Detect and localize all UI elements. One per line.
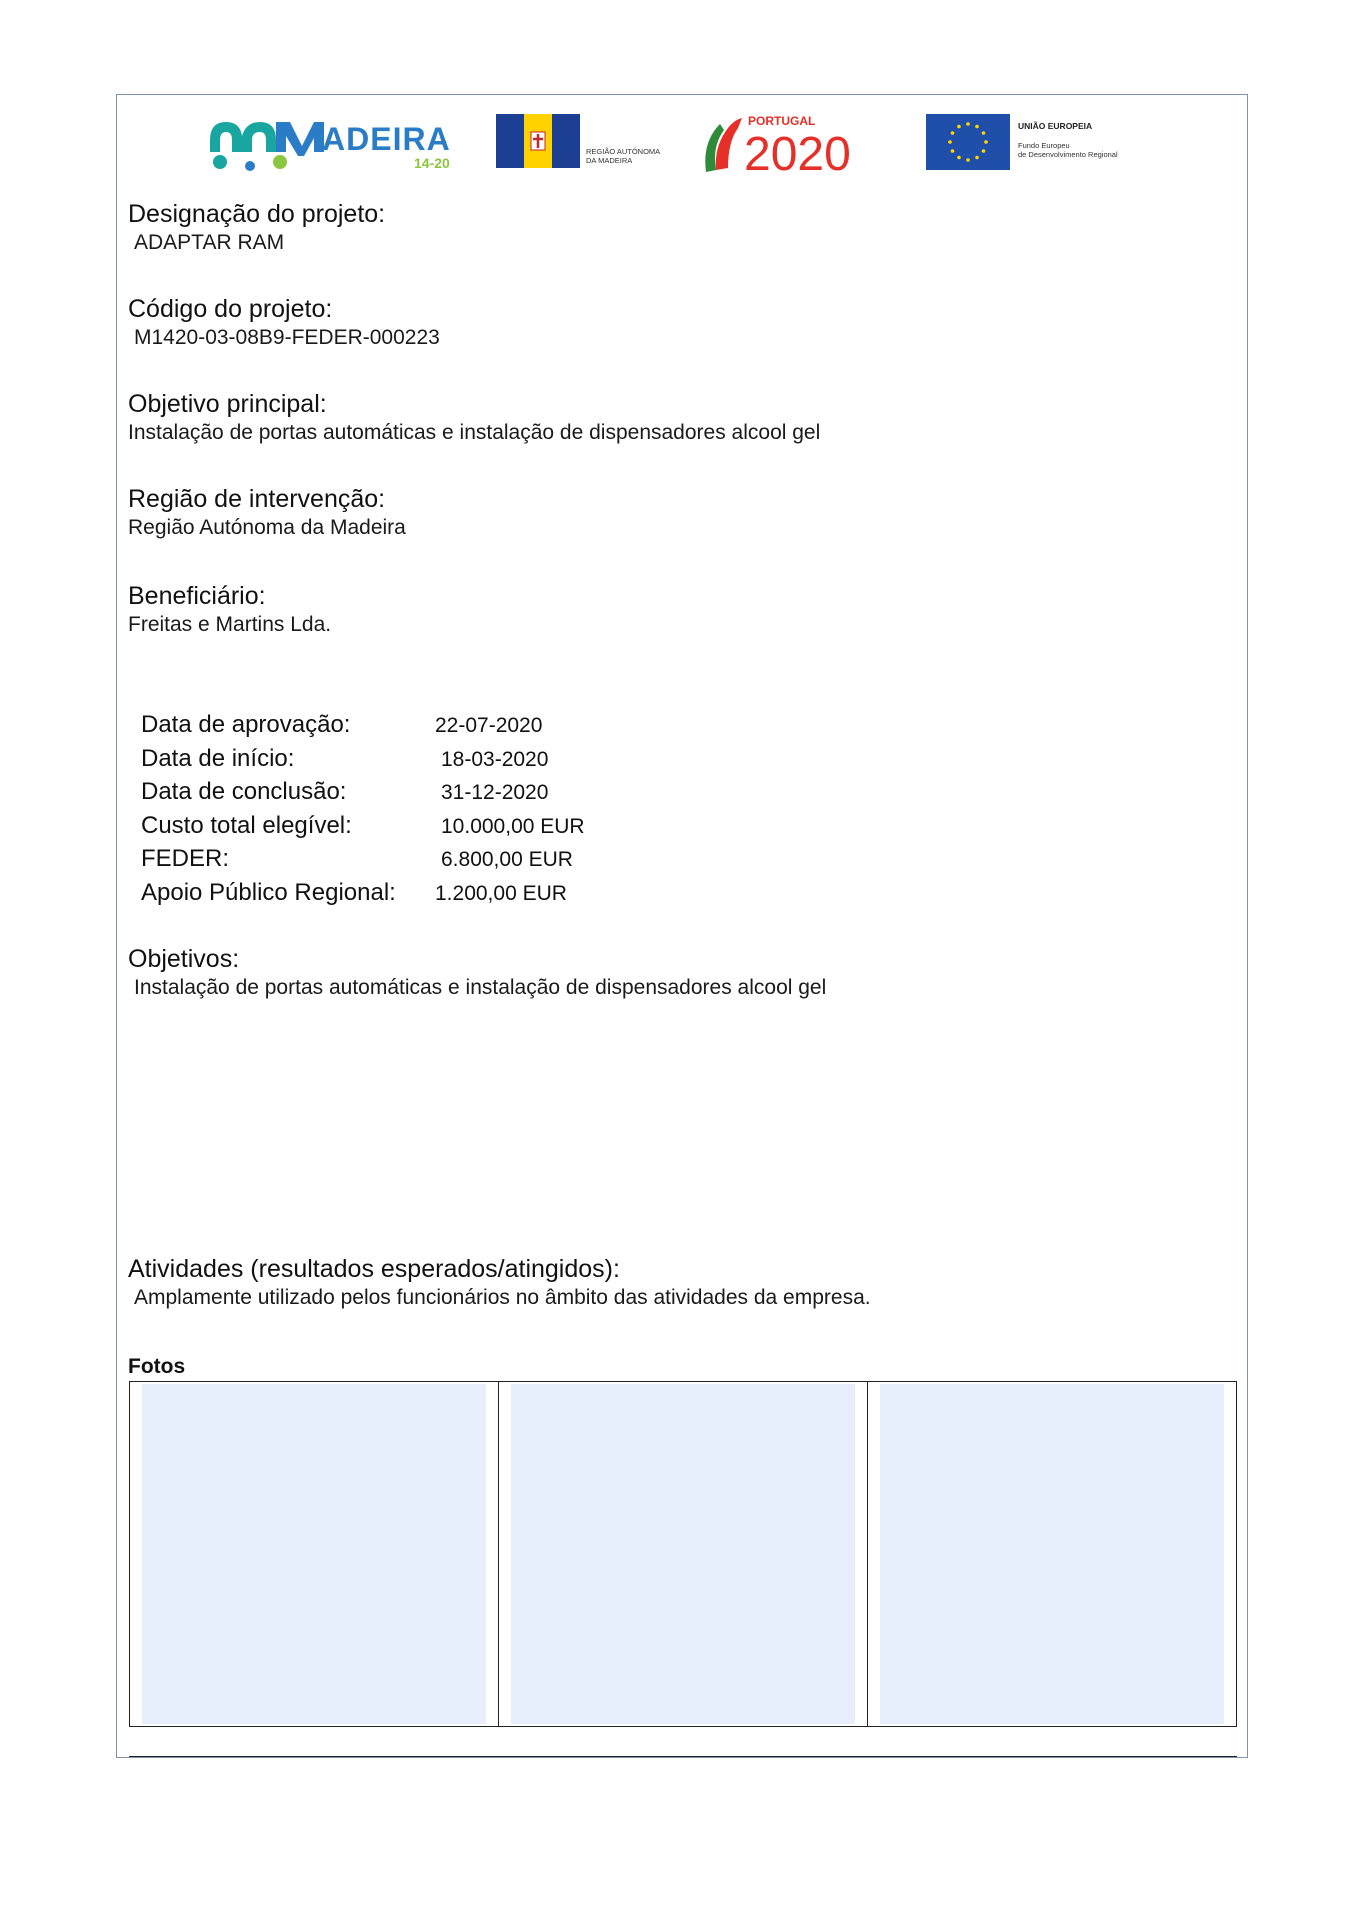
ram-flag-left: [496, 114, 524, 168]
detail-value-conclusao: 31-12-2020: [441, 781, 549, 804]
regiao-autonoma-logo: [496, 112, 674, 172]
photo-table: [129, 1381, 1237, 1727]
madeira-m-mark: [210, 122, 324, 171]
detail-label-apoio-regional: Apoio Público Regional:: [141, 878, 396, 906]
regiao-section: [128, 484, 406, 542]
eu-title: UNIÃO EUROPEIA: [1018, 121, 1093, 131]
atividades-label: Atividades (resultados esperados/atingidos):: [128, 1255, 620, 1283]
detail-label-custo-total: Custo total elegível:: [141, 811, 352, 839]
objetivo-principal-label: Objetivo principal:: [128, 390, 327, 418]
objetivos-label: Objetivos:: [128, 945, 240, 973]
bottom-divider: [129, 1756, 1237, 1757]
detail-label-conclusao: Data de conclusão:: [141, 778, 347, 805]
madeira-years: 14-20: [414, 155, 450, 171]
designacao-label: Designação do projeto:: [128, 200, 386, 228]
detail-value-feder: 6.800,00 EUR: [441, 848, 573, 871]
fotos-label: Fotos: [128, 1355, 186, 1378]
detail-value-custo-total: 10.000,00 EUR: [441, 814, 585, 838]
detail-value-apoio-regional: 1.200,00 EUR: [435, 881, 567, 905]
atividades-section: [128, 1254, 871, 1312]
eu-line2: de Desenvolvimento Regional: [1018, 150, 1118, 159]
designacao-value: ADAPTAR RAM: [134, 231, 285, 254]
objetivos-section: [128, 944, 826, 1002]
regiao-value: Região Autónoma da Madeira: [128, 516, 406, 539]
codigo-value: M1420-03-08B9-FEDER-000223: [134, 326, 440, 349]
logo-strip: [206, 112, 1146, 178]
detail-label-aprovacao: Data de aprovação:: [141, 711, 351, 738]
photo-placeholder: [880, 1384, 1224, 1724]
ram-line2: DA MADEIRA: [586, 156, 633, 165]
beneficiario-label: Beneficiário:: [128, 582, 266, 610]
detail-value-aprovacao: 22-07-2020: [435, 714, 543, 737]
pt-top-label: PORTUGAL: [748, 114, 816, 128]
eu-line1: Fundo Europeu: [1018, 141, 1070, 150]
photo-placeholder: [511, 1384, 855, 1724]
photo-cell: [868, 1382, 1236, 1726]
objetivo-principal-value: Instalação de portas automáticas e instalação de dispensadores alcool gel: [128, 421, 821, 444]
detail-label-feder: FEDER:: [141, 845, 230, 872]
madeira-logo: [206, 112, 456, 176]
photo-cell: [130, 1382, 499, 1726]
codigo-label: Código do projeto:: [128, 295, 333, 323]
beneficiario-section: [128, 581, 331, 639]
objetivos-value: Instalação de portas automáticas e instalação de dispensadores alcool gel: [134, 976, 827, 999]
detail-value-inicio: 18-03-2020: [441, 747, 549, 771]
objetivo-principal-section: [128, 389, 820, 447]
photo-cell: [499, 1382, 868, 1726]
portugal-2020-logo: [702, 112, 888, 176]
detail-label-inicio: Data de início:: [141, 744, 295, 772]
codigo-section: [128, 294, 440, 352]
madeira-wordmark: ADEIRA: [322, 121, 451, 157]
uniao-europeia-logo: [926, 112, 1146, 172]
designacao-section: [128, 199, 385, 257]
regiao-label: Região de intervenção:: [128, 485, 386, 513]
ram-line1: REGIÃO AUTÓNOMA: [586, 147, 661, 156]
ram-flag-right: [552, 114, 580, 168]
beneficiario-value: Freitas e Martins Lda.: [128, 613, 332, 636]
photo-placeholder: [142, 1384, 486, 1724]
atividades-value: Amplamente utilizado pelos funcionários no âmbito das atividades da empresa.: [134, 1286, 871, 1309]
pt-year: 2020: [744, 128, 851, 176]
